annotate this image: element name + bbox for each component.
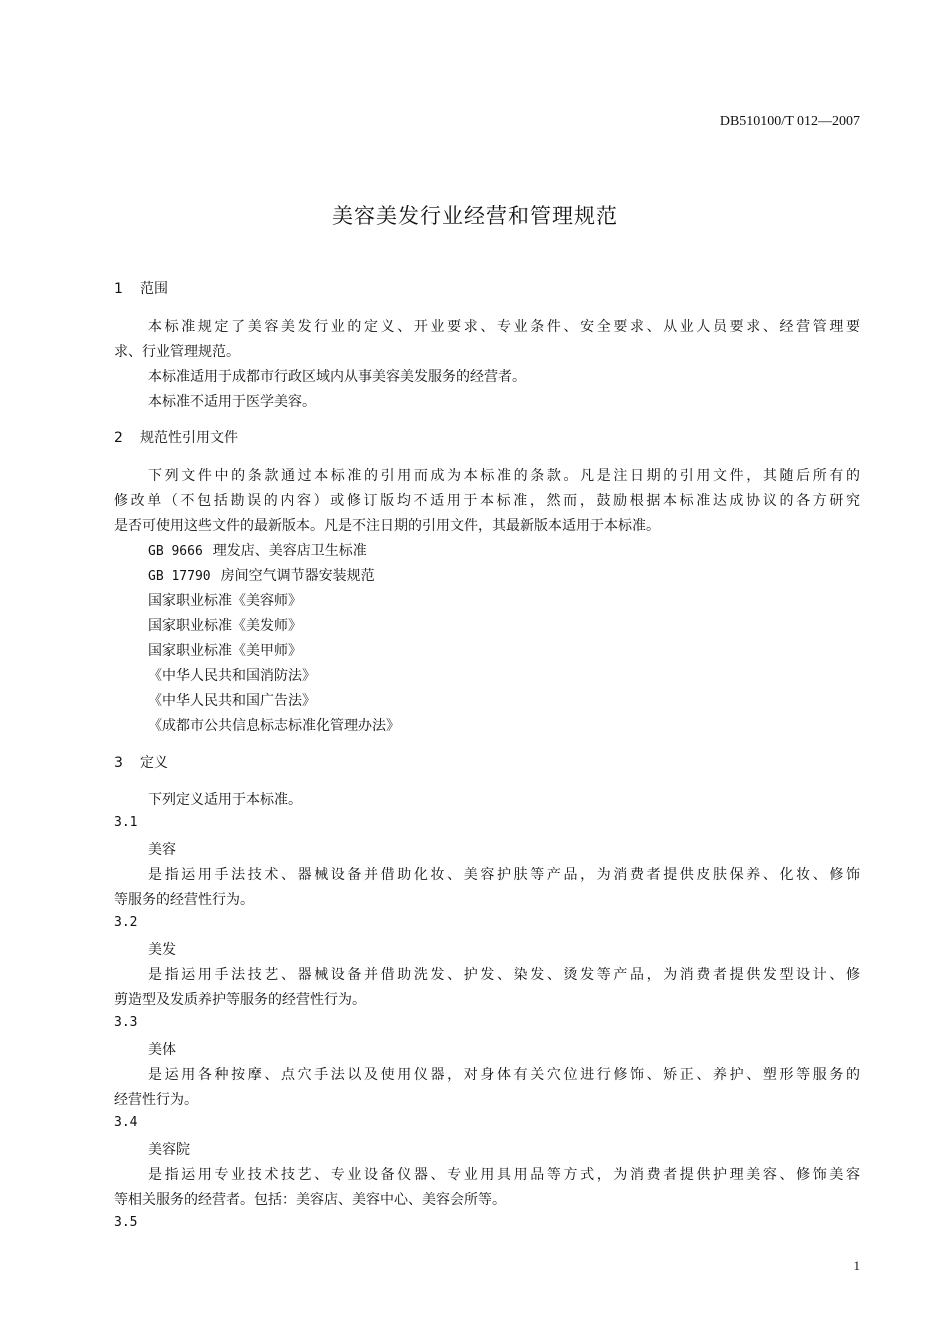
clause-number: 3.2 bbox=[114, 915, 138, 930]
paragraph-line: 修改单（不包括勘误的内容）或修订版均不适用于本标准，然而，鼓励根据本标准达成协议的各方研究 bbox=[114, 493, 860, 509]
reference-item: 国家职业标准《美发师》 bbox=[148, 618, 302, 634]
definition-line: 是指运用手法技术、器械设备并借助化妆、美容护肤等产品，为消费者提供皮肤保养、化妆、修饰 bbox=[148, 867, 860, 883]
clause-number: 3.5 bbox=[114, 1215, 138, 1230]
term: 美容 bbox=[148, 842, 176, 858]
section-number: 1 bbox=[114, 281, 123, 297]
page-number: 1 bbox=[853, 1258, 860, 1273]
definition-line: 是运用各种按摩、点穴手法以及使用仪器，对身体有关穴位进行修饰、矫正、养护、塑形等服务的 bbox=[148, 1067, 860, 1083]
paragraph: 本标准不适用于医学美容。 bbox=[148, 394, 316, 410]
section-1-heading bbox=[114, 278, 168, 298]
document-number: DB510100/T 012—2007 bbox=[719, 114, 860, 129]
definition-line: 等相关服务的经营者。包括：美容店、美容中心、美容会所等。 bbox=[114, 1192, 506, 1208]
section-title: 定义 bbox=[140, 755, 168, 771]
clause-number: 3.3 bbox=[114, 1015, 138, 1030]
section-3-heading bbox=[114, 752, 168, 772]
reference-item: GB 17790 房间空气调节器安装规范 bbox=[148, 568, 375, 584]
section-number: 3 bbox=[114, 755, 123, 771]
term: 美容院 bbox=[148, 1142, 190, 1158]
clause-number: 3.1 bbox=[114, 815, 138, 830]
reference-item: 《成都市公共信息标志标准化管理办法》 bbox=[148, 718, 400, 734]
reference-item: 国家职业标准《美容师》 bbox=[148, 593, 302, 609]
paragraph-line: 是否可使用这些文件的最新版本。凡是不注日期的引用文件，其最新版本适用于本标准。 bbox=[114, 518, 660, 534]
definition-line: 经营性行为。 bbox=[114, 1092, 198, 1108]
section-title: 范围 bbox=[140, 281, 168, 297]
term: 美体 bbox=[148, 1042, 176, 1058]
paragraph-line: 下列文件中的条款通过本标准的引用而成为本标准的条款。凡是注日期的引用文件，其随后所有的 bbox=[148, 468, 860, 484]
reference-item: 《中华人民共和国消防法》 bbox=[148, 668, 316, 684]
reference-item: GB 9666 理发店、美容店卫生标准 bbox=[148, 543, 367, 559]
paragraph: 本标准适用于成都市行政区域内从事美容美发服务的经营者。 bbox=[148, 369, 526, 385]
clause-number: 3.4 bbox=[114, 1115, 138, 1130]
definition-line: 是指运用手法技艺、器械设备并借助洗发、护发、染发、烫发等产品，为消费者提供发型设计、修 bbox=[148, 967, 860, 983]
paragraph-line: 本标准规定了美容美发行业的定义、开业要求、专业条件、安全要求、从业人员要求、经营管理要 bbox=[148, 319, 860, 335]
page-title: 美容美发行业经营和管理规范 bbox=[332, 204, 618, 228]
paragraph-line: 求、行业管理规范。 bbox=[114, 344, 240, 360]
paragraph: 下列定义适用于本标准。 bbox=[148, 792, 302, 808]
section-2-heading bbox=[114, 427, 238, 447]
section-title: 规范性引用文件 bbox=[140, 430, 238, 446]
definition-line: 等服务的经营性行为。 bbox=[114, 892, 254, 908]
definition-line: 剪造型及发质养护等服务的经营性行为。 bbox=[114, 992, 366, 1008]
reference-item: 国家职业标准《美甲师》 bbox=[148, 643, 302, 659]
term: 美发 bbox=[148, 942, 176, 958]
section-number: 2 bbox=[114, 430, 123, 446]
definition-line: 是指运用专业技术技艺、专业设备仪器、专业用具用品等方式，为消费者提供护理美容、修饰美容 bbox=[148, 1167, 860, 1183]
reference-item: 《中华人民共和国广告法》 bbox=[148, 693, 316, 709]
